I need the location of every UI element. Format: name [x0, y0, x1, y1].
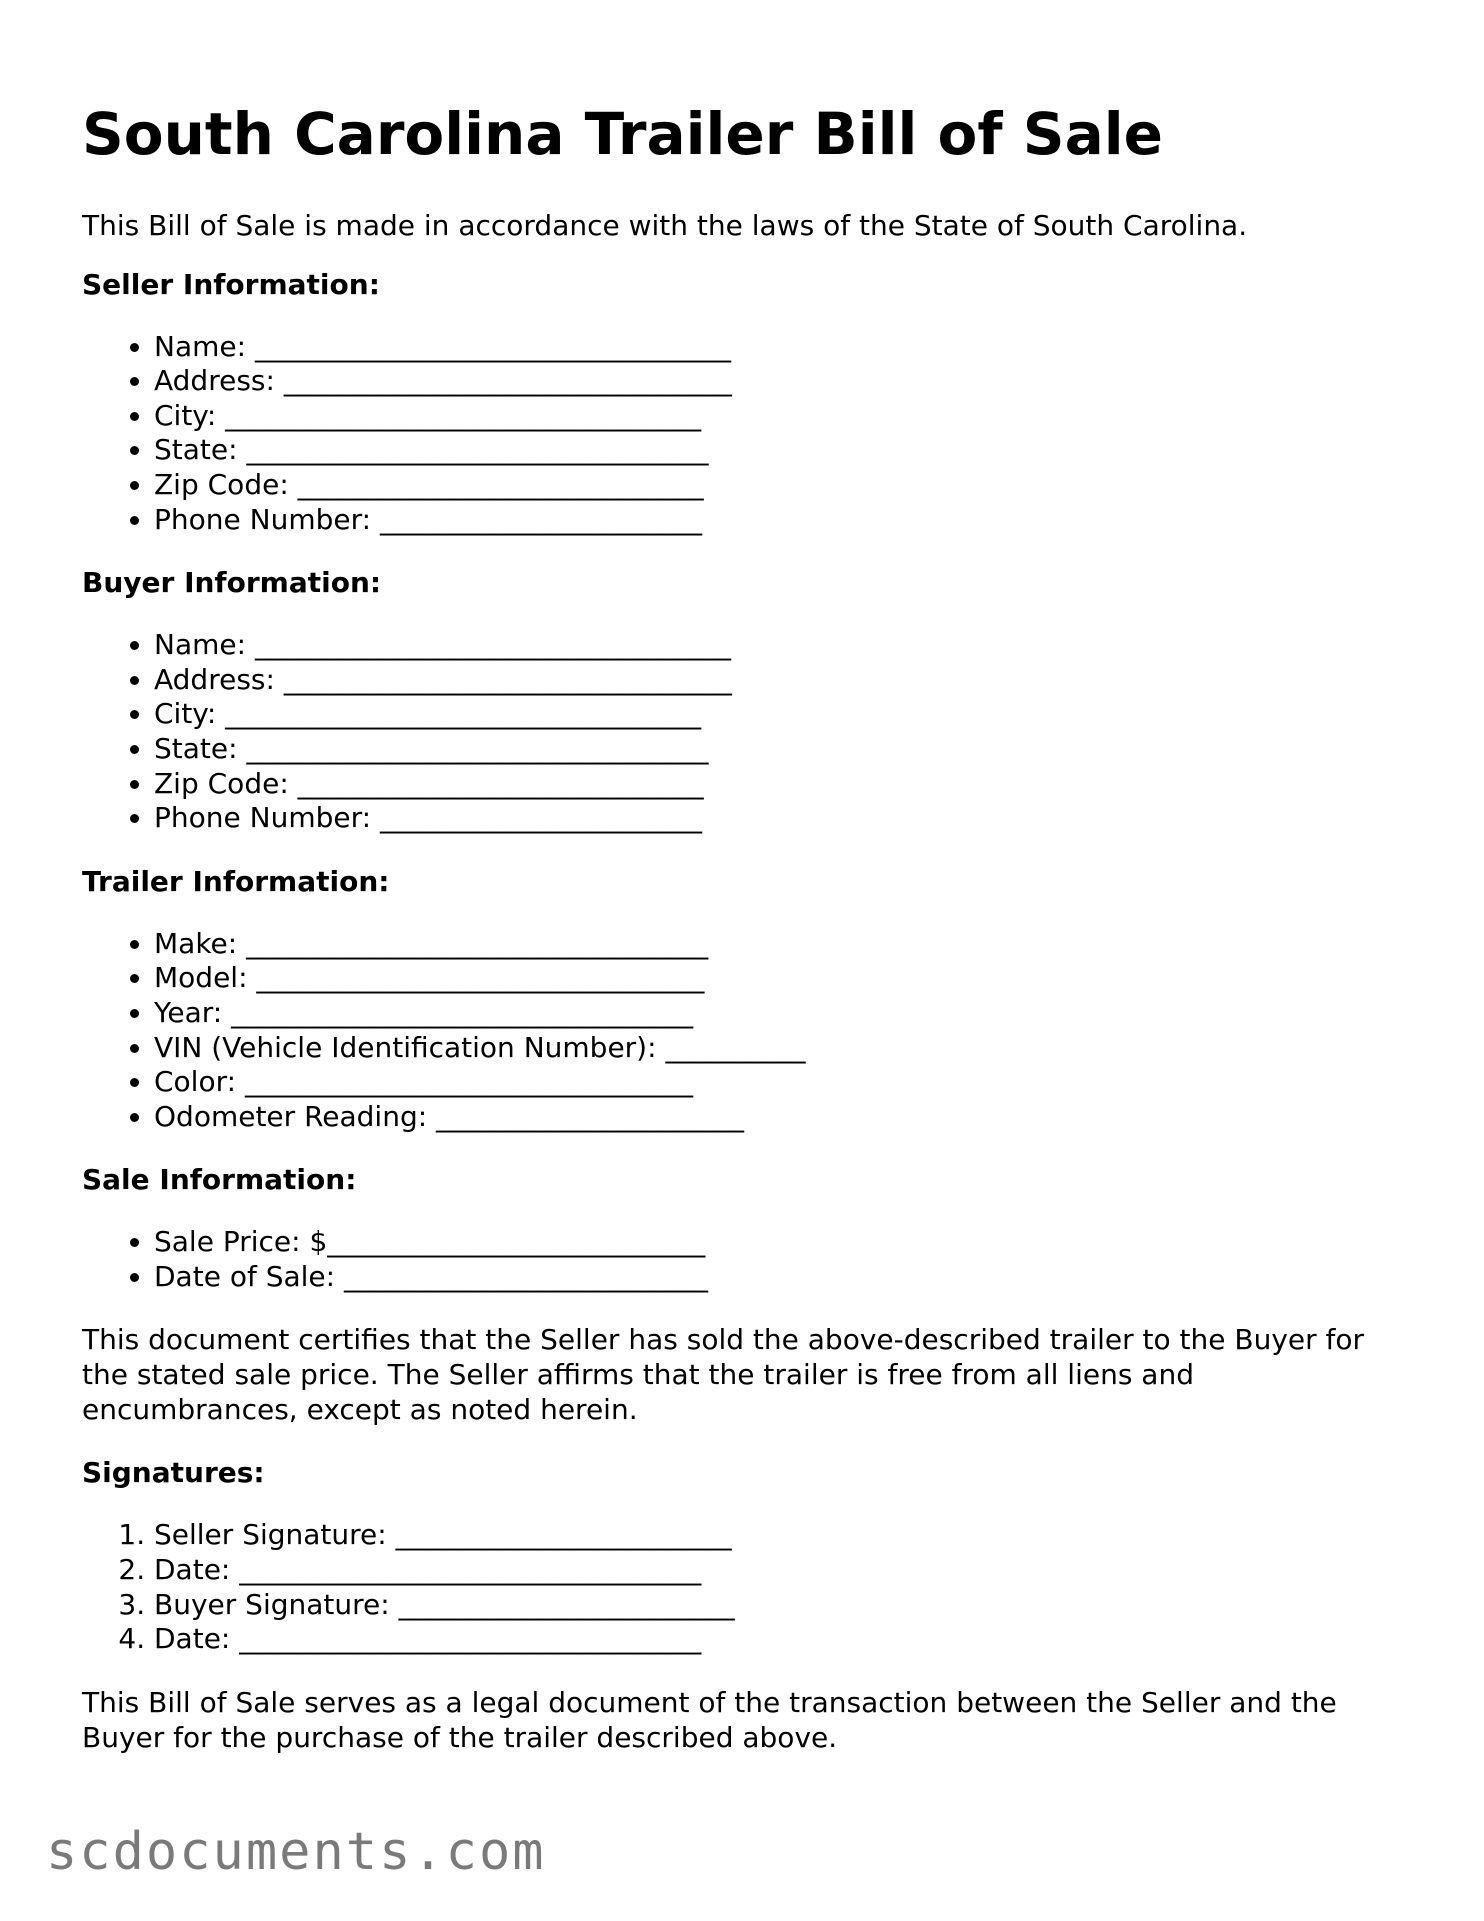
seller-phone-field: • Phone Number: _______________________ [154, 503, 1412, 538]
sale-list [82, 1225, 1412, 1294]
seller-zip-field: • Zip Code: _____________________________ [154, 468, 1412, 503]
intro-paragraph: This Bill of Sale is made in accordance with the laws of the State of South Carolina. [82, 208, 1248, 242]
sale-date-field: • Date of Sale: __________________________ [154, 1260, 1412, 1295]
signatures-heading: Signatures: [82, 1456, 265, 1490]
buyer-state-field: • State: _________________________________ [154, 732, 1412, 767]
trailer-year-field: • Year: _________________________________ [154, 996, 1412, 1031]
seller-signature-field: 1. Seller Signature: ________________________ [154, 1518, 1412, 1553]
buyer-date-field: 4. Date: _________________________________ [154, 1622, 1412, 1657]
seller-address-field: • Address: ________________________________ [154, 364, 1412, 399]
buyer-phone-field: • Phone Number: _______________________ [154, 801, 1412, 836]
closing-paragraph: This Bill of Sale serves as a legal document of the transaction between the Seller and the Buyer for the purchase of the trailer described above. [82, 1685, 1337, 1754]
trailer-make-field: • Make: _________________________________ [154, 927, 1412, 962]
buyer-name-field: • Name: __________________________________ [154, 628, 1412, 663]
certification-paragraph: This document certifies that the Seller has sold the above-described trailer to the Buyer for the stated sale price. The Seller affirms that the trailer is free from all liens and encumbrances, except as noted herein. [82, 1323, 1365, 1427]
watermark: scdocuments.com [46, 1822, 546, 1882]
document-page [82, 100, 1412, 1755]
trailer-heading: Trailer Information: [82, 864, 390, 898]
seller-list [82, 330, 1412, 538]
seller-name-field: • Name: __________________________________ [154, 330, 1412, 365]
sale-heading: Sale Information: [82, 1163, 357, 1197]
seller-city-field: • City: __________________________________ [154, 399, 1412, 434]
buyer-list [82, 628, 1412, 836]
signatures-list [82, 1518, 1412, 1656]
seller-state-field: • State: _________________________________ [154, 433, 1412, 468]
sale-price-field: • Sale Price: $___________________________ [154, 1225, 1412, 1260]
trailer-model-field: • Model: ________________________________ [154, 961, 1412, 996]
trailer-odometer-field: • Odometer Reading: ______________________ [154, 1100, 1412, 1135]
seller-date-field: 2. Date: _________________________________ [154, 1553, 1412, 1588]
trailer-vin-field: • VIN (Vehicle Identification Number): __________ [154, 1031, 1412, 1066]
buyer-signature-field: 3. Buyer Signature: ________________________ [154, 1588, 1412, 1623]
buyer-heading: Buyer Information: [82, 566, 382, 600]
trailer-list [82, 927, 1412, 1135]
document-title: South Carolina Trailer Bill of Sale [82, 100, 1163, 168]
trailer-color-field: • Color: ________________________________ [154, 1065, 1412, 1100]
buyer-address-field: • Address: ________________________________ [154, 663, 1412, 698]
buyer-city-field: • City: __________________________________ [154, 697, 1412, 732]
seller-heading: Seller Information: [82, 267, 380, 301]
buyer-zip-field: • Zip Code: _____________________________ [154, 767, 1412, 802]
